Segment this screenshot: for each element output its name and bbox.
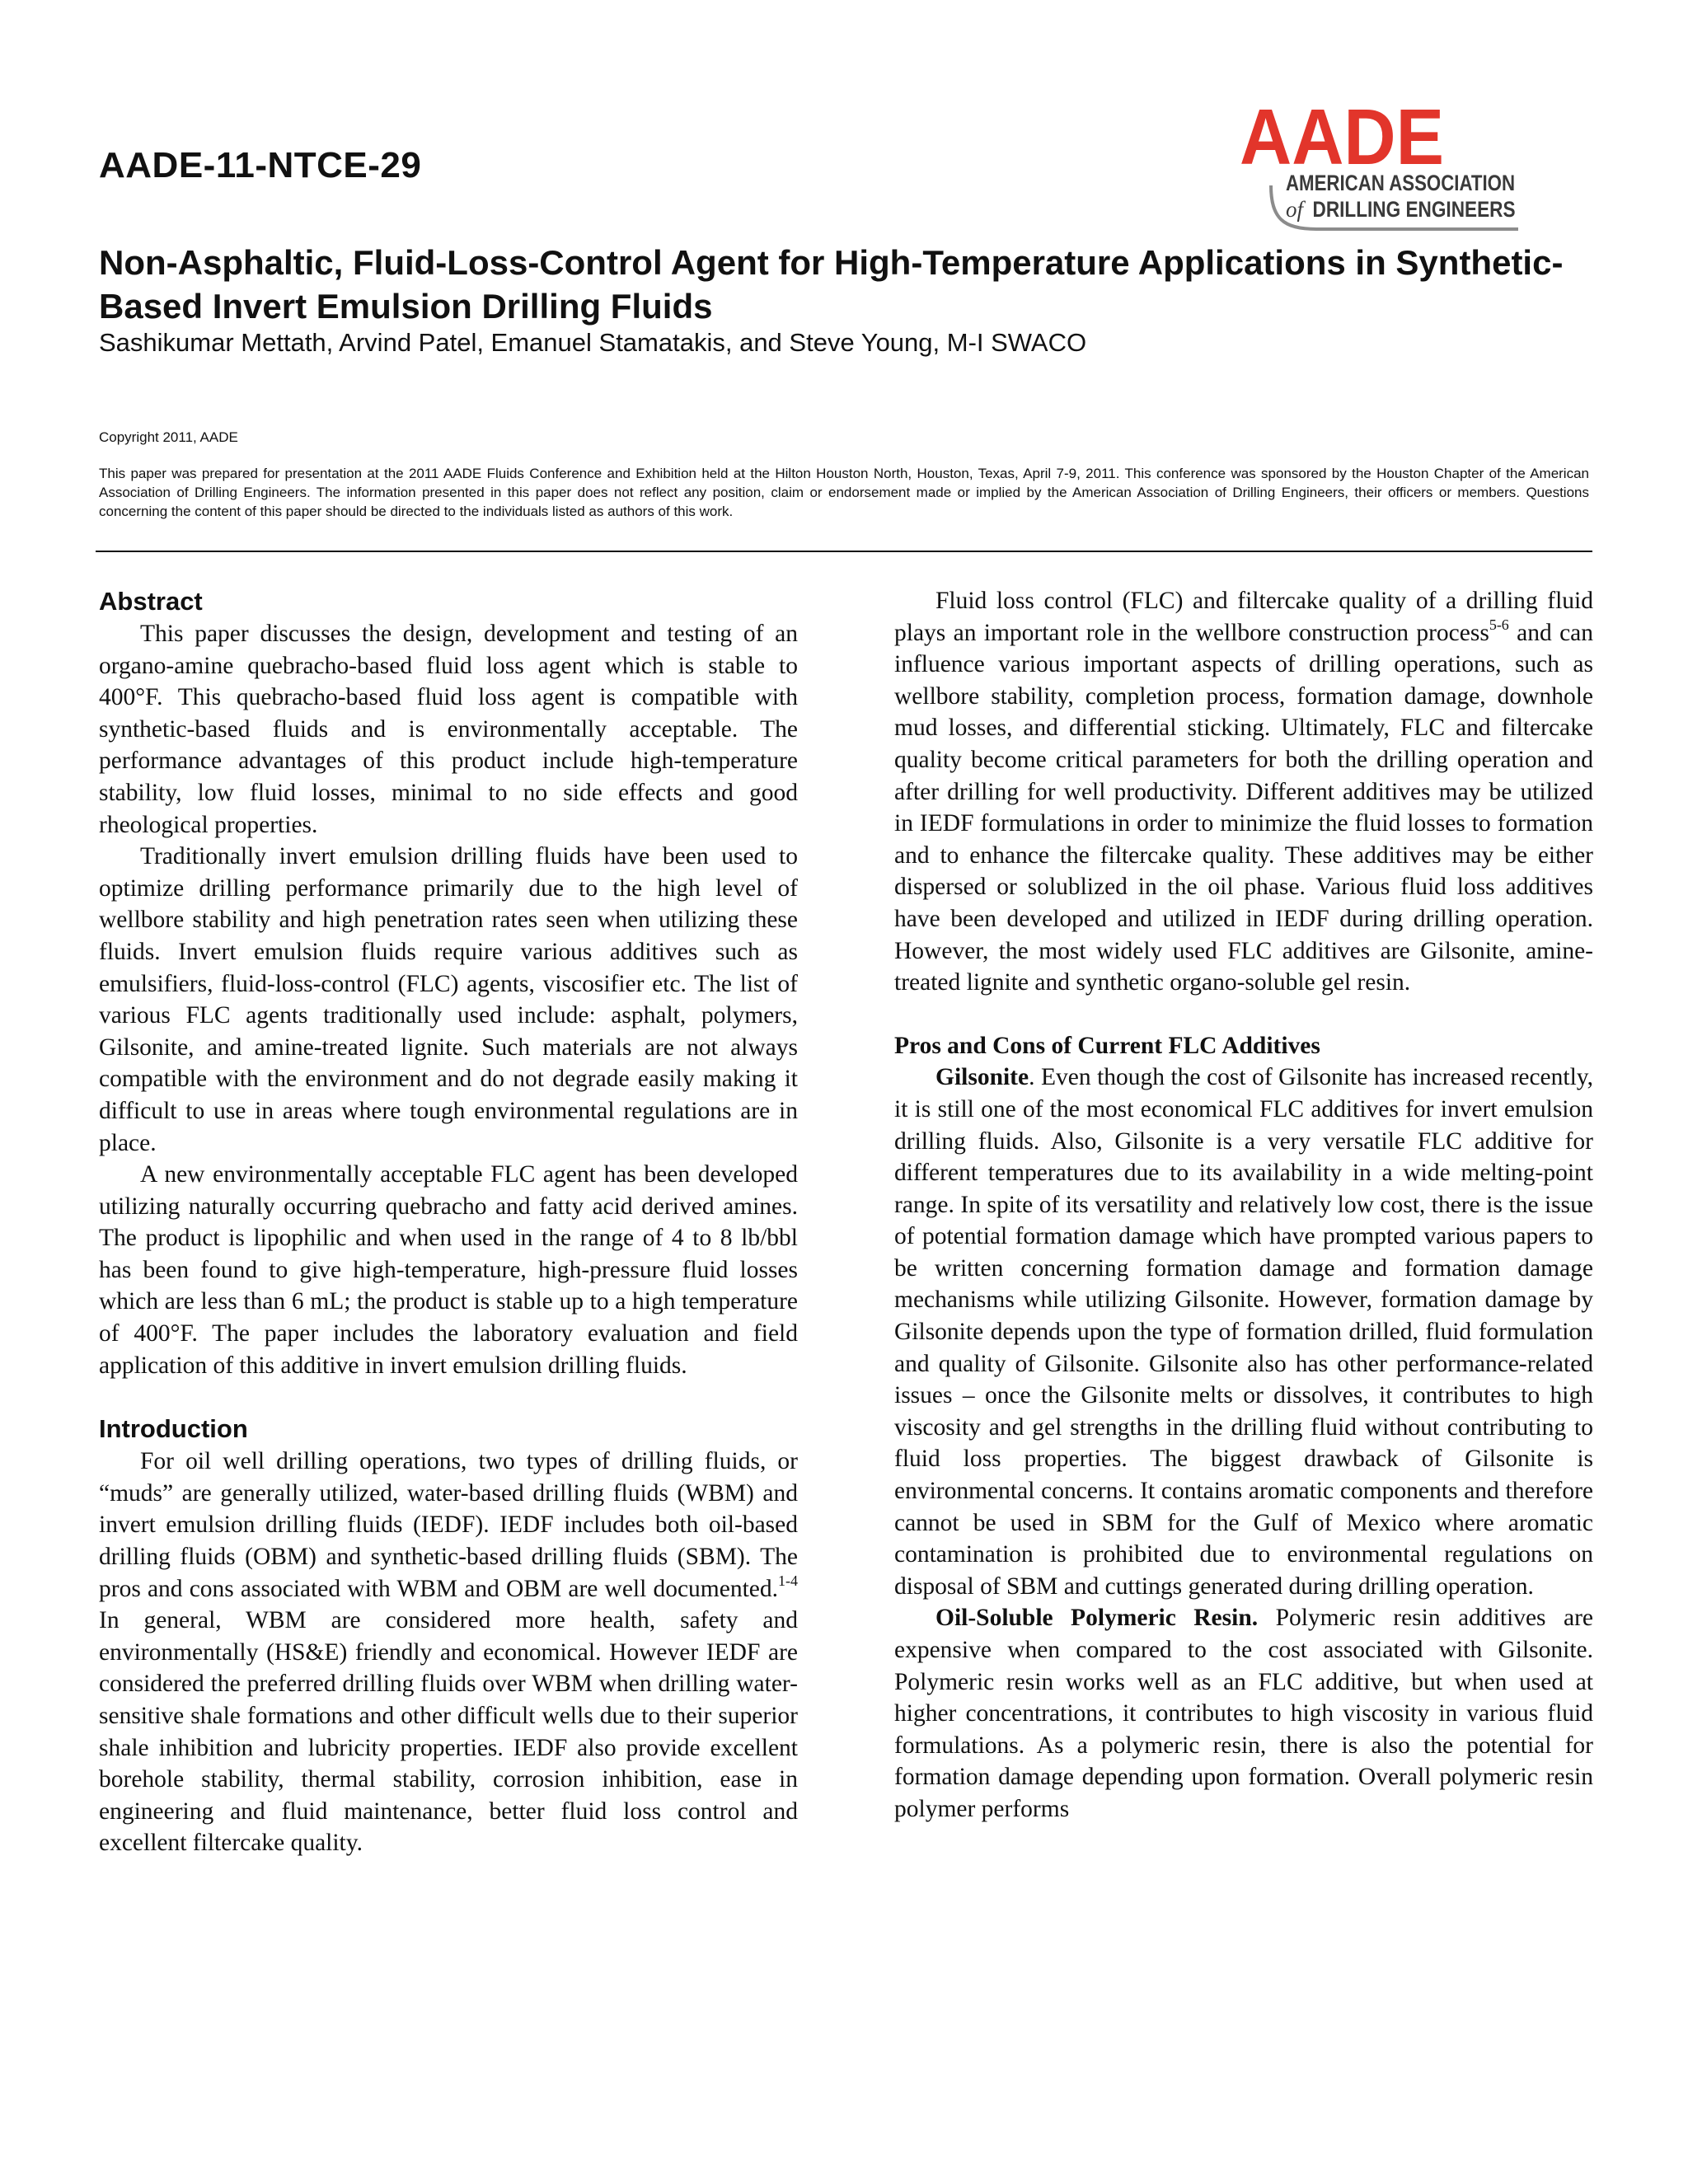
svg-text:of DRILLING ENGINEERS xyxy=(1286,197,1516,222)
copyright-line: Copyright 2011, AADE xyxy=(99,429,238,445)
aade-logo xyxy=(1238,95,1518,239)
logo-wordmark: AADE xyxy=(1240,93,1444,181)
gilsonite-label: Gilsonite xyxy=(935,1064,1029,1091)
section-gap xyxy=(99,1381,798,1413)
pros-cons-heading: Pros and Cons of Current FLC Additives xyxy=(894,1032,1320,1059)
conference-notice: This paper was prepared for presentation at the 2011 AADE Fluids Conference and Exhibition held at the Hilton Houston North, Houston, Texas, April 7-9, 2011. This conference was sponsored by the Houston Chapter of the American Association of Drilling Engineers. The information presented in this paper does not reflect any position, claim or endorsement made or implied by the American Association of Drilling Engineers, their officers or members. Questions concerning the content of this paper should be directed to the individuals listed as authors of this work. xyxy=(99,466,1589,519)
citation-ref: 1-4 xyxy=(778,1572,798,1589)
intro-text-a: Fluid loss control (FLC) and filtercake quality of a drilling fluid plays an important role in the wellbore construction process xyxy=(894,588,1593,646)
abstract-paragraph: A new environmentally acceptable FLC agent has been developed utilizing naturally occurring quebracho and fatty acid derived amines. The product is lipophilic and when used in the range of 4 to 8 lb/bbl has been found to give high-temperature, high-pressure fluid losses which are less than 6 mL; the product is stable up to a high temperature of 400°F. The paper includes the laboratory evaluation and field application of this additive in invert emulsion drilling fluids. xyxy=(99,1161,798,1379)
abstract-paragraph: This paper discusses the design, development and testing of an organo-amine quebracho-based fluid loss agent which is stable to 400°F. This quebracho-based fluid loss agent is compatible with synthetic-based fluids and is environmentally acceptable. The performance advantages of this product include high-temperature stability, low fluid losses, minimal to no side effects and good rheological properties. xyxy=(99,621,798,838)
logo-line2-of: of xyxy=(1286,197,1304,222)
resin-label: Oil-Soluble Polymeric Resin. xyxy=(935,1605,1259,1632)
paper-id: AADE-11-NTCE-29 xyxy=(99,145,422,185)
gilsonite-text: . Even though the cost of Gilsonite has increased recently, it is still one of the most economical FLC additives for invert emulsion drilling fluids. Also, Gilsonite is a very versatile FLC additive for different temperatures due to its availability in a wide melting-point range. In spite of its versatility and relatively low cost, there is the issue of potential formation damage which have prompted various papers to be written concerning formation damage and formation damage mechanisms while utilizing Gilsonite. However, formation damage by Gilsonite depends upon the type of formation drilled, fluid formulation and quality of Gilsonite. Gilsonite also has other performance-related issues – once the Gilsonite melts or dissolves, it contributes to high viscosity and gel strengths in the drilling fluid without contributing to fluid loss properties. The biggest drawback of Gilsonite is environmental concerns. It contains aromatic components and therefore cannot be used in SBM for the Gulf of Mexico where aromatic contamination is prohibited due to environmental regulations on disposal of SBM and cuttings generated during drilling operation. xyxy=(894,1064,1593,1600)
introduction-paragraph xyxy=(894,585,1593,999)
header-divider xyxy=(96,551,1592,552)
intro-text-b: In general, WBM are considered more health, safety and environmentally (HS&E) friendly and economical. However IEDF are considered the preferred drilling fluids over WBM when drilling water-sensitive shale formations and other difficult wells due to their superior shale inhibition and lubricity properties. IEDF also provide excellent borehole stability, thermal stability, corrosion inhibition, ease in engineering and fluid maintenance, better fluid loss control and excellent filtercake quality. xyxy=(99,1607,798,1857)
intro-text-b: and can influence various important aspects of drilling operations, such as wellbore stability, completion process, formation damage, downhole mud losses, and differential sticking. Ultimately, FLC and filtercake quality become critical parameters for both the drilling operation and after drilling for well productivity. Different additives may be utilized in IEDF formulations in order to minimize the fluid losses to formation and to enhance the filtercake quality. These additives may be either dispersed or solublized in the oil phase. Various fluid loss additives have been developed and utilized in IEDF during drilling operation. However, the most widely used FLC additives are Gilsonite, amine-treated lignite and synthetic organo-soluble gel resin. xyxy=(894,619,1594,996)
left-column xyxy=(99,585,798,1859)
citation-ref: 5-6 xyxy=(1489,616,1509,633)
abstract-paragraph: Traditionally invert emulsion drilling fluids have been used to optimize drilling performance primarily due to the high level of wellbore stability and high penetration rates seen when utilizing these fluids. Invert emulsion fluids require various additives such as emulsifiers, fluid-loss-control (FLC) agents, viscosifier etc. The list of various FLC agents traditionally used include: asphalt, polymers, Gilsonite, and amine-treated lignite. Such materials are not always compatible with the environment and do not degrade easily making it difficult to use in areas where tough environmental regulations are in place. xyxy=(99,843,798,1156)
author-list: Sashikumar Mettath, Arvind Patel, Emanuel Stamatakis, and Steve Young, M-I SWACO xyxy=(99,328,1087,357)
intro-text-a: For oil well drilling operations, two types of drilling fluids, or “muds” are generally utilized, water-based drilling fluids (WBM) and invert emulsion drilling fluids (IEDF). IEDF includes both oil-based drilling fluids (OBM) and synthetic-based drilling fluids (SBM). The pros and cons associated with WBM and OBM are well documented. xyxy=(99,1448,798,1602)
right-column xyxy=(894,585,1593,1825)
introduction-heading: Introduction xyxy=(99,1414,248,1444)
resin-text: Polymeric resin additives are expensive when compared to the cost associated with Gilsonite. Polymeric resin works well as an FLC additive, but when used at higher concentrations, it contributes to high viscosity in various fluid formulations. As a polymeric resin, there is also the potential for formation damage depending upon formation. Overall polymeric resin polymer performs xyxy=(894,1605,1593,1822)
abstract-heading: Abstract xyxy=(99,587,203,616)
section-gap xyxy=(894,999,1593,1030)
gilsonite-paragraph xyxy=(894,1062,1593,1602)
logo-line2-rest: DRILLING ENGINEERS xyxy=(1312,197,1516,222)
paper-title: Non-Asphaltic, Fluid-Loss-Control Agent for High-Temperature Applications in Synthetic-Based Invert Emulsion Drilling Fluids xyxy=(99,243,1564,326)
logo-line1: AMERICAN ASSOCIATION xyxy=(1286,171,1515,195)
introduction-paragraph xyxy=(99,1446,798,1859)
resin-paragraph xyxy=(894,1602,1593,1825)
